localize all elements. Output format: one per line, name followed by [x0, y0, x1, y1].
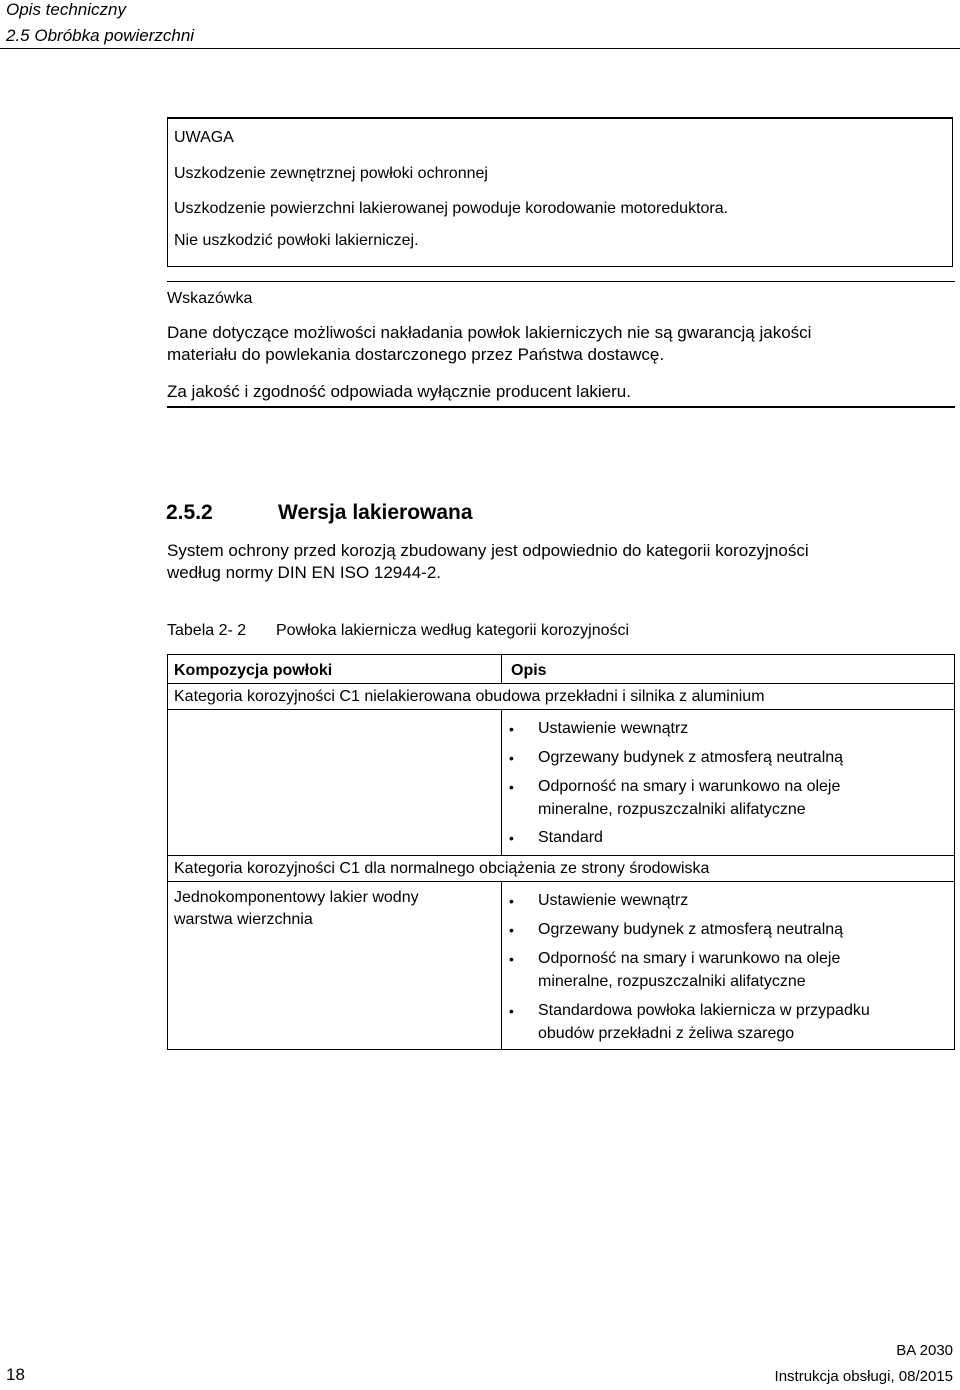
table-group2-bullet-1: Ustawienie wewnątrz: [538, 892, 689, 909]
table-group2-bullet-3-cont: mineralne, rozpuszczalniki alifatyczne: [538, 973, 806, 990]
table-caption-title: Powłoka lakiernicza według kategorii korozyjności: [276, 622, 630, 639]
bullet-icon: •: [509, 779, 514, 795]
section-number: 2.5.2: [166, 501, 213, 524]
table-group2-bullet-2: Ogrzewany budynek z atmosferą neutralną: [538, 921, 844, 938]
table-group2-bullet-4: Standardowa powłoka lakiernicza w przypadku: [538, 1002, 870, 1019]
table-group2-bullet-4-cont: obudów przekładni z żeliwa szarego: [538, 1025, 795, 1042]
table-group1-bullet-2: Ogrzewany budynek z atmosferą neutralną: [538, 749, 844, 766]
table-group2-title: Kategoria korozyjności C1 dla normalnego obciążenia ze strony środowiska: [174, 860, 710, 877]
warning-line-2: Nie uszkodzić powłoki lakierniczej.: [174, 232, 419, 249]
table-group1-bullet-4: Standard: [538, 829, 603, 846]
note-top-rule: [167, 281, 955, 282]
warning-line-1: Uszkodzenie powierzchni lakierowanej powoduje korodowanie motoreduktora.: [174, 200, 729, 217]
table-caption-number: Tabela 2- 2: [167, 622, 247, 639]
bullet-icon: •: [509, 750, 514, 766]
bullet-icon: •: [509, 830, 514, 846]
coating-table: [167, 654, 955, 1050]
bullet-icon: •: [509, 951, 514, 967]
header-divider: [0, 48, 960, 49]
table-group1-title-rule: [168, 709, 954, 710]
warning-type: UWAGA: [174, 129, 234, 146]
table-group1-title: Kategoria korozyjności C1 nielakierowana obudowa przekładni i silnika z aluminium: [174, 688, 765, 705]
table-group2-title-rule: [168, 881, 954, 882]
bullet-icon: •: [509, 1003, 514, 1019]
note-bottom-rule: [167, 406, 955, 408]
table-group2-composition-line-2: warstwa wierzchnia: [174, 911, 313, 928]
table-group1-bullet-1: Ustawienie wewnątrz: [538, 720, 689, 737]
table-header-rule: [168, 683, 954, 684]
document-code: BA 2030: [896, 1342, 953, 1359]
note-line-2: materiału do powlekania dostarczonego przez Państwa dostawcę.: [167, 345, 665, 364]
section-title: Wersja lakierowana: [278, 501, 473, 524]
note-line-1: Dane dotyczące możliwości nakładania powłok lakierniczych nie są gwarancją jakości: [167, 323, 812, 342]
warning-box: [167, 117, 953, 267]
table-group2-col-divider: [501, 881, 502, 1049]
table-group1-bullet-3: Odporność na smary i warunkowo na oleje: [538, 778, 841, 795]
table-col-header-composition: Kompozycja powłoki: [174, 662, 333, 679]
table-group1-bullet-3-cont: mineralne, rozpuszczalniki alifatyczne: [538, 801, 806, 818]
note-line-3: Za jakość i zgodność odpowiada wyłącznie producent lakieru.: [167, 382, 631, 401]
section-body-line-1: System ochrony przed korozją zbudowany jest odpowiednio do kategorii korozyjności: [167, 541, 809, 560]
bullet-icon: •: [509, 922, 514, 938]
section-body-line-2: według normy DIN EN ISO 12944-2.: [167, 563, 442, 582]
bullet-icon: •: [509, 721, 514, 737]
bullet-icon: •: [509, 893, 514, 909]
table-group2-composition-line-1: Jednokomponentowy lakier wodny: [174, 889, 419, 906]
table-col-header-description: Opis: [511, 662, 547, 679]
warning-title: Uszkodzenie zewnętrznej powłoki ochronnej: [174, 165, 488, 182]
table-group2-bullet-3: Odporność na smary i warunkowo na oleje: [538, 950, 841, 967]
running-header-section: 2.5 Obróbka powierzchni: [6, 26, 195, 45]
table-group1-col-divider: [501, 709, 502, 855]
table-header-col-divider: [501, 655, 502, 683]
page-number: 18: [6, 1365, 25, 1384]
running-header-chapter: Opis techniczny: [6, 0, 126, 19]
document-title: Instrukcja obsługi, 08/2015: [774, 1368, 953, 1385]
note-title: Wskazówka: [167, 290, 253, 307]
table-group1-end-rule: [168, 855, 954, 856]
